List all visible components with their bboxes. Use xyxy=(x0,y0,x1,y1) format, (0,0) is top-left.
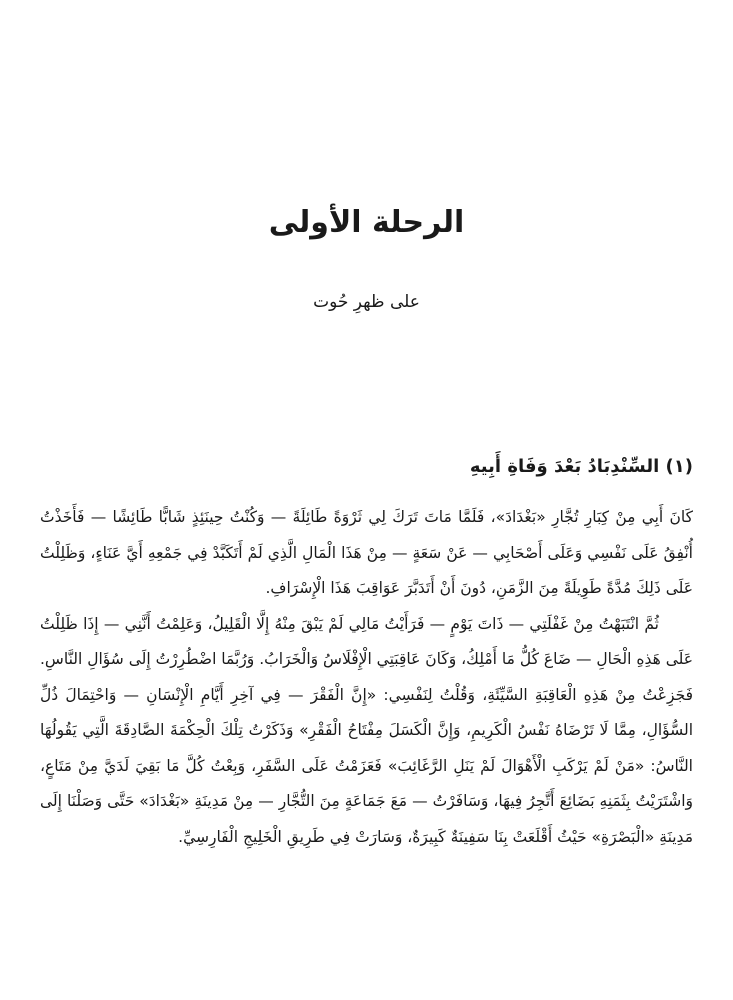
section-heading: (١) السِّنْدِبَادُ بَعْدَ وَفَاةِ أَبِيهِ xyxy=(469,456,693,477)
paragraph-2: ثُمَّ انْتَبَهْتُ مِنْ غَفْلَتِي — ذَاتَ يَوْمٍ — فَرَأَيْتُ مَالِي لَمْ يَبْقَ مِنْهُ إِلَّا الْقَلِيلُ، وَعَلِمْتُ أَنَّنِي — إِذَا ظَلِلْتُ عَلَى هَذِهِ الْحَالِ — ضَاعَ كُلُّ مَا أَمْلِكُ، وَكَانَ عَاقِبَتِي الْإِفْلَاسُ وَالْخَرَابُ. وَرُبَّمَا اضْطُرِرْتُ إِلَى سُؤَالِ النَّاسِ. فَجَزِعْتُ مِنْ هَذِهِ الْعَاقِبَةِ السَّيِّئَةِ، وَقُلْتُ لِنَفْسِي: «إِنَّ الْفَقْرَ — فِي آخِرِ أَيَّامِ الْإِنْسَانِ — وَاحْتِمَالَ ذُلِّ السُّؤَالِ، مِمَّا لَا تَرْضَاهُ نَفْسُ الْكَرِيمِ، وَإِنَّ الْكَسَلَ مِفْتَاحُ الْفَقْرِ» وَذَكَرْتُ تِلْكَ الْحِكْمَةَ الصَّادِقَةَ الَّتِي يَقُولُهَا النَّاسُ: «مَنْ لَمْ يَرْكَبِ الْأَهْوَالَ لَمْ يَنَلِ الرَّغَائِبَ» فَعَزَمْتُ عَلَى السَّفَرِ، وَبِعْتُ كُلَّ مَا بَقِيَ لَدَيَّ مِنْ مَتَاعٍ، وَاشْتَرَيْتُ بِثَمَنِهِ بَضَائِعَ أَتَّجِرُ فِيهَا، وَسَافَرْتُ — مَعَ جَمَاعَةٍ مِنَ التُّجَّارِ — مِنْ مَدِينَةِ «بَغْدَادَ» حَتَّى وَصَلْنَا إِلَى مَدِينَةِ «الْبَصْرَةِ» حَيْثُ أَقْلَعَتْ بِنَا سَفِينَةٌ كَبِيرَةٌ، وَسَارَتْ فِي طَرِيقِ الْخَلِيجِ الْفَارِسِيِّ. xyxy=(40,614,693,846)
chapter-subtitle: على ظهرِ حُوت xyxy=(313,292,420,312)
paragraph-1: كَانَ أَبِي مِنْ كِبَارِ تُجَّارِ «بَغْدَادَ»، فَلَمَّا مَاتَ تَرَكَ لِي ثَرْوَةً طَائِلَةً — وَكُنْتُ حِينَئِذٍ شَابًّا طَائِشًا — فَأَخَذْتُ أُنْفِقُ عَلَى نَفْسِي وَعَلَى أَصْحَابِي — عَنْ سَعَةٍ — مِنْ هَذَا الْمَالِ الَّذِي لَمْ أَتَكَبَّدْ فِي جَمْعِهِ أَيَّ عَنَاءٍ، وَظَلِلْتُ عَلَى ذَلِكَ مُدَّةً طَوِيلَةً مِنَ الزَّمَنِ، دُونَ أَنْ أَتَدَبَّرَ عَوَاقِبَ هَذَا الْإِسْرَافِ. xyxy=(40,508,693,597)
body-text xyxy=(40,500,693,855)
chapter-title: الرحلة الأولى xyxy=(268,205,465,240)
